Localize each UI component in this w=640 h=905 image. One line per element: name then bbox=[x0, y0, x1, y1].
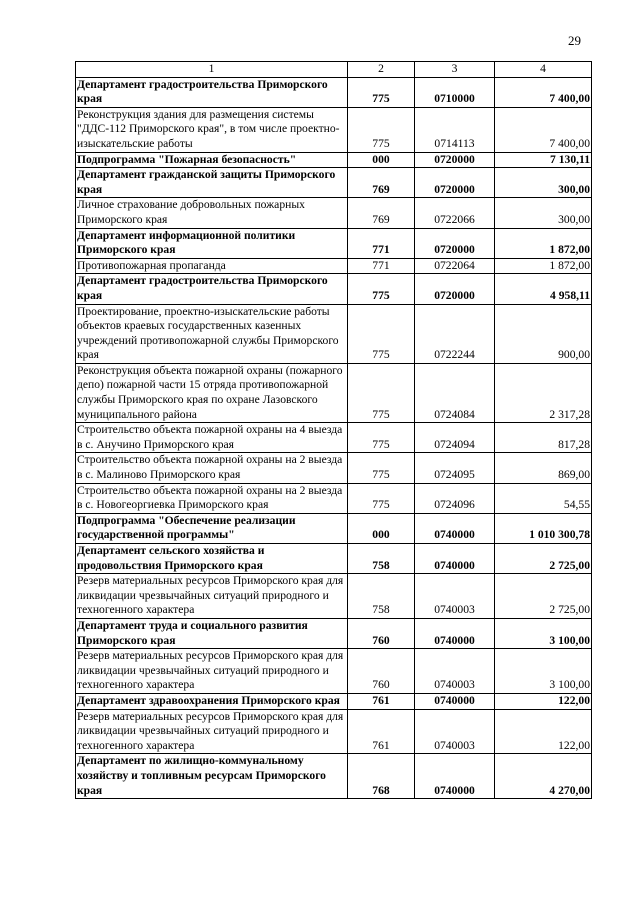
row-classifier: 0722066 bbox=[415, 198, 495, 228]
row-code: 769 bbox=[348, 198, 415, 228]
row-amount: 54,55 bbox=[495, 483, 592, 513]
row-name: Департамент сельского хозяйства и продовольствия Приморского края bbox=[76, 544, 348, 574]
row-code: 775 bbox=[348, 274, 415, 304]
row-code: 769 bbox=[348, 168, 415, 198]
row-code: 775 bbox=[348, 453, 415, 483]
row-code: 758 bbox=[348, 574, 415, 619]
row-name: Подпрограмма "Пожарная безопасность" bbox=[76, 152, 348, 168]
row-code: 771 bbox=[348, 258, 415, 274]
row-name: Резерв материальных ресурсов Приморского края для ликвидации чрезвычайных ситуаций природного и техногенного характера bbox=[76, 574, 348, 619]
row-name: Департамент информационной политики Приморского края bbox=[76, 228, 348, 258]
row-amount: 7 400,00 bbox=[495, 107, 592, 152]
row-classifier: 0720000 bbox=[415, 228, 495, 258]
row-amount: 3 100,00 bbox=[495, 649, 592, 694]
row-code: 000 bbox=[348, 513, 415, 543]
row-code: 771 bbox=[348, 228, 415, 258]
table-row bbox=[76, 513, 592, 543]
row-classifier: 0740003 bbox=[415, 574, 495, 619]
row-amount: 817,28 bbox=[495, 423, 592, 453]
row-name: Резерв материальных ресурсов Приморского края для ликвидации чрезвычайных ситуаций природного и техногенного характера bbox=[76, 709, 348, 754]
row-name: Личное страхование добровольных пожарных Приморского края bbox=[76, 198, 348, 228]
header-col-4: 4 bbox=[495, 62, 592, 78]
header-col-2: 2 bbox=[348, 62, 415, 78]
row-classifier: 0740000 bbox=[415, 513, 495, 543]
row-code: 758 bbox=[348, 544, 415, 574]
row-classifier: 0740003 bbox=[415, 709, 495, 754]
row-code: 761 bbox=[348, 693, 415, 709]
table-row bbox=[76, 77, 592, 107]
row-amount: 900,00 bbox=[495, 304, 592, 363]
row-amount: 2 725,00 bbox=[495, 574, 592, 619]
header-col-1: 1 bbox=[76, 62, 348, 78]
row-code: 000 bbox=[348, 152, 415, 168]
row-classifier: 0722244 bbox=[415, 304, 495, 363]
row-amount: 300,00 bbox=[495, 168, 592, 198]
table-row bbox=[76, 107, 592, 152]
row-amount: 2 317,28 bbox=[495, 363, 592, 422]
budget-table bbox=[75, 61, 592, 799]
row-classifier: 0720000 bbox=[415, 168, 495, 198]
row-amount: 3 100,00 bbox=[495, 618, 592, 648]
row-classifier: 0740000 bbox=[415, 693, 495, 709]
table-row bbox=[76, 258, 592, 274]
row-code: 775 bbox=[348, 423, 415, 453]
row-classifier: 0740000 bbox=[415, 618, 495, 648]
row-amount: 869,00 bbox=[495, 453, 592, 483]
row-classifier: 0720000 bbox=[415, 274, 495, 304]
row-amount: 7 130,11 bbox=[495, 152, 592, 168]
row-amount: 4 270,00 bbox=[495, 754, 592, 799]
row-name: Департамент труда и социального развития Приморского края bbox=[76, 618, 348, 648]
table-row bbox=[76, 649, 592, 694]
row-code: 775 bbox=[348, 483, 415, 513]
row-classifier: 0724084 bbox=[415, 363, 495, 422]
row-name: Департамент по жилищно-коммунальному хозяйству и топливным ресурсам Приморского края bbox=[76, 754, 348, 799]
row-classifier: 0740000 bbox=[415, 754, 495, 799]
table-row bbox=[76, 574, 592, 619]
row-amount: 1 010 300,78 bbox=[495, 513, 592, 543]
row-name: Строительство объекта пожарной охраны на 2 выезда в с. Новогеоргиевка Приморского края bbox=[76, 483, 348, 513]
row-name: Департамент градостроительства Приморского края bbox=[76, 77, 348, 107]
row-classifier: 0720000 bbox=[415, 152, 495, 168]
row-name: Подпрограмма "Обеспечение реализации государственной программы" bbox=[76, 513, 348, 543]
row-name: Строительство объекта пожарной охраны на 2 выезда в с. Малиново Приморского края bbox=[76, 453, 348, 483]
row-amount: 4 958,11 bbox=[495, 274, 592, 304]
row-classifier: 0722064 bbox=[415, 258, 495, 274]
row-name: Департамент градостроительства Приморского края bbox=[76, 274, 348, 304]
row-amount: 2 725,00 bbox=[495, 544, 592, 574]
row-code: 775 bbox=[348, 107, 415, 152]
row-classifier: 0724094 bbox=[415, 423, 495, 453]
row-name: Реконструкция здания для размещения системы "ДДС-112 Приморского края", в том числе проектно-изыскательские работы bbox=[76, 107, 348, 152]
row-code: 761 bbox=[348, 709, 415, 754]
table-row bbox=[76, 453, 592, 483]
table-row bbox=[76, 709, 592, 754]
table-row bbox=[76, 152, 592, 168]
table-row bbox=[76, 228, 592, 258]
row-code: 768 bbox=[348, 754, 415, 799]
row-classifier: 0740003 bbox=[415, 649, 495, 694]
row-amount: 1 872,00 bbox=[495, 258, 592, 274]
row-name: Противопожарная пропаганда bbox=[76, 258, 348, 274]
table-row bbox=[76, 363, 592, 422]
row-code: 775 bbox=[348, 304, 415, 363]
row-classifier: 0724095 bbox=[415, 453, 495, 483]
row-amount: 122,00 bbox=[495, 693, 592, 709]
table-row bbox=[76, 693, 592, 709]
table-row bbox=[76, 304, 592, 363]
row-amount: 7 400,00 bbox=[495, 77, 592, 107]
table-row bbox=[76, 618, 592, 648]
table-row bbox=[76, 423, 592, 453]
table-row bbox=[76, 483, 592, 513]
page-number: 29 bbox=[568, 33, 581, 48]
row-classifier: 0710000 bbox=[415, 77, 495, 107]
header-col-3: 3 bbox=[415, 62, 495, 78]
row-code: 775 bbox=[348, 77, 415, 107]
row-name: Департамент гражданской защиты Приморского края bbox=[76, 168, 348, 198]
row-amount: 300,00 bbox=[495, 198, 592, 228]
row-amount: 1 872,00 bbox=[495, 228, 592, 258]
table-row bbox=[76, 754, 592, 799]
row-amount: 122,00 bbox=[495, 709, 592, 754]
table-row bbox=[76, 198, 592, 228]
table-row bbox=[76, 274, 592, 304]
row-name: Департамент здравоохранения Приморского края bbox=[76, 693, 348, 709]
row-code: 760 bbox=[348, 618, 415, 648]
header-row bbox=[76, 62, 592, 78]
table-row bbox=[76, 168, 592, 198]
table-row bbox=[76, 544, 592, 574]
row-code: 760 bbox=[348, 649, 415, 694]
row-classifier: 0740000 bbox=[415, 544, 495, 574]
row-name: Резерв материальных ресурсов Приморского края для ликвидации чрезвычайных ситуаций природного и техногенного характера bbox=[76, 649, 348, 694]
row-code: 775 bbox=[348, 363, 415, 422]
row-classifier: 0724096 bbox=[415, 483, 495, 513]
row-name: Строительство объекта пожарной охраны на 4 выезда в с. Анучино Приморского края bbox=[76, 423, 348, 453]
row-name: Проектирование, проектно-изыскательские работы объектов краевых государственных казенных учреждений противопожарной службы Приморского края bbox=[76, 304, 348, 363]
row-name: Реконструкция объекта пожарной охраны (пожарного депо) пожарной части 15 отряда противопожарной службы Приморского края по охране Лазовского муниципального района bbox=[76, 363, 348, 422]
row-classifier: 0714113 bbox=[415, 107, 495, 152]
